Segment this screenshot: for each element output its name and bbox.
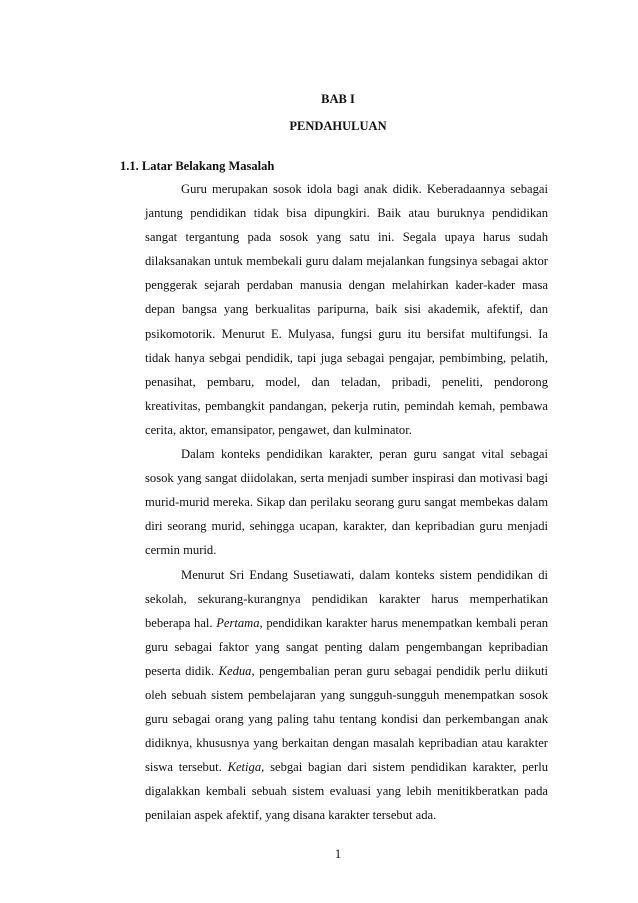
chapter-title: PENDAHULUAN [289,119,387,133]
paragraph-3-text: sebgai bagian dari sistem pendidikan karakter, perlu digalakkan kembali sebuah sistem evaluasi yang lebih menitikberatkan pada penilaian aspek afektif, yang disana karakter tersebut ada. [145,760,548,823]
section-heading: 1.1. Latar Belakang Masalah [120,159,275,173]
paragraph-3-text: Menurut Sri Endang Susetiawati, dalam konteks sistem pendidikan di sekolah, sekurang-kurangnya pendidikan karakter harus memperhatikan beberapa hal. [145,567,548,630]
emphasis-kedua: Kedua, [218,663,255,678]
paragraph-3 [145,563,548,828]
emphasis-ketiga: Ketiga, [227,760,265,775]
page-number: 1 [334,847,342,861]
paragraph-2: Dalam konteks pendidikan karakter, peran guru sangat vital sebagai sosok yang sangat diidolakan, serta menjadi sumber inspirasi dan motivasi bagi murid-murid mereka. Sikap dan perilaku seorang guru sangat membekas dalam diri seorang murid, sehingga ucapan, karakter, dan kepribadian guru menjadi cermin murid. [145,447,548,558]
body-text [145,177,548,828]
emphasis-pertama: Pertama, [216,615,263,630]
paragraph-3-text: pendidikan karakter harus menempatkan kembali peran guru sebagai faktor yang sangat penting dalam pengembangan kepribadian peserta didik. [145,615,548,678]
chapter-number: BAB I [321,92,355,106]
paragraph-1: Guru merupakan sosok idola bagi anak didik. Keberadaannya sebagai jantung pendidikan tidak bisa dipungkiri. Baik atau buruknya pendidikan sangat tergantung pada sosok yang satu ini. Segala upaya harus sudah dilaksanakan untuk membekali guru dalam mejalankan fungsinya sebagai aktor penggerak sejarah perdaban manusia dengan melahirkan kader-kader masa depan bangsa yang berkualitas paripurna, baik sisi akademik, afektif, dan psikomotorik. Menurut E. Mulyasa, fungsi guru itu bersifat multifungsi. Ia tidak hanya sebgai pendidik, tapi juga sebagai pengajar, pembimbing, pelatih, penasihat, pembaru, model, dan teladan, pribadi, peneliti, pendorong kreativitas, pembangkit pandangan, pekerja rutin, pemindah kemah, pembawa cerita, aktor, emansipator, pengawet, dan kulminator. [145,182,548,437]
paragraph-3-text: pengembalian peran guru sebagai pendidik perlu diikuti oleh sebuah sistem pembelajaran yang sungguh-sungguh menempatkan sosok guru sebagai orang yang paling tahu tentang kondisi dan perkembangan anak didiknya, khususnya yang berkaitan dengan masalah kepribadian atau karakter siswa tersebut. [145,663,549,775]
